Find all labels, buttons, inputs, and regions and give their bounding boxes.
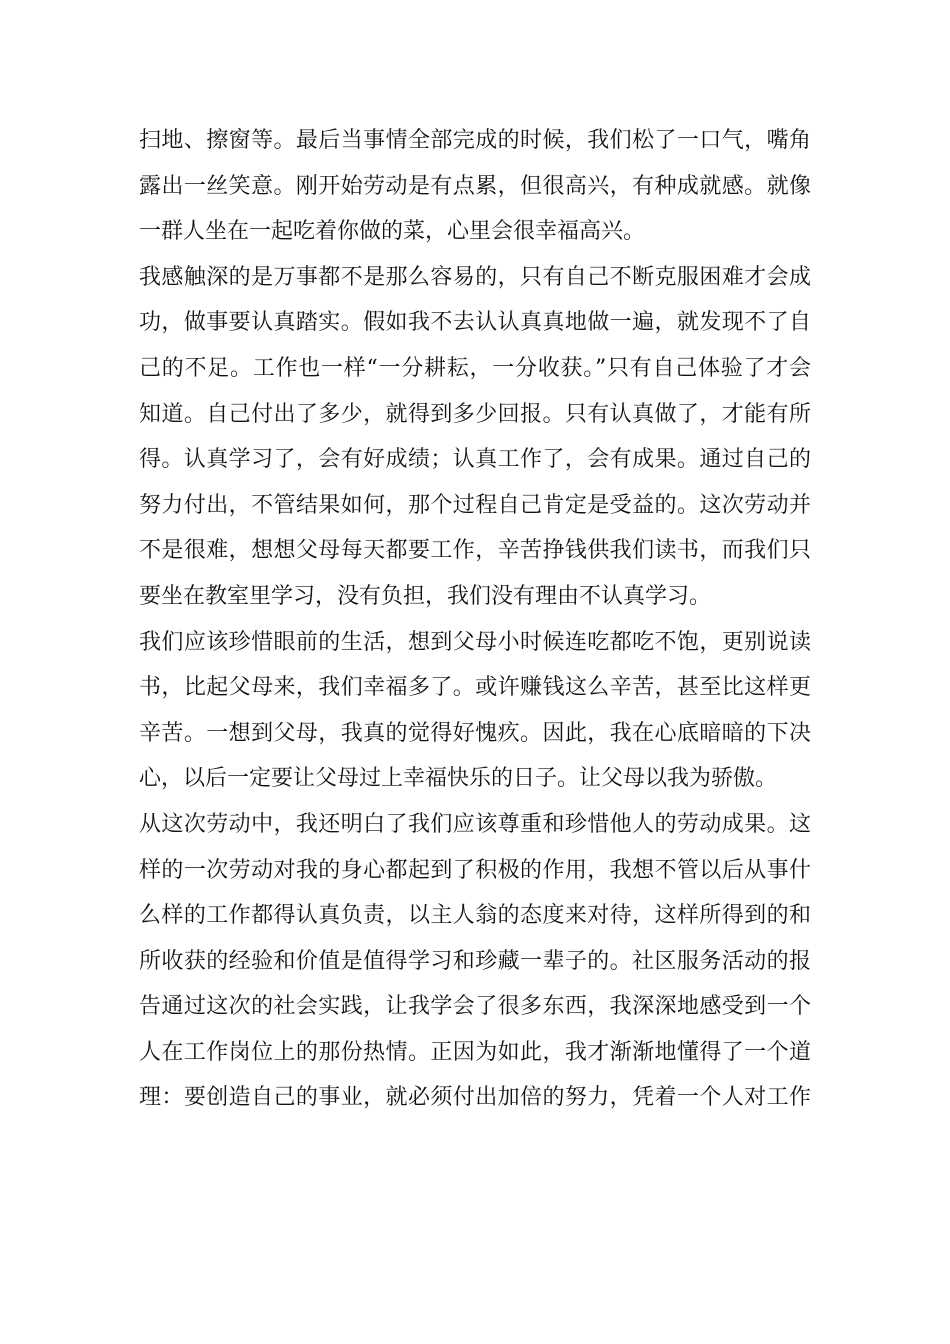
text-line: 辛苦。一想到父母，我真的觉得好愧疚。因此，我在心底暗暗的下决 [139, 720, 811, 746]
text-line: 告通过这次的社会实践，让我学会了很多东西，我深深地感受到一个 [139, 994, 811, 1020]
text-line: 露出一丝笑意。刚开始劳动是有点累，但很高兴，有种成就感。就像 [139, 173, 811, 199]
text-line: 我感触深的是万事都不是那么容易的，只有自己不断克服困难才会成 [139, 264, 811, 290]
text-line: 扫地、擦窗等。最后当事情全部完成的时候，我们松了一口气，嘴角 [139, 128, 811, 153]
text-line: 书，比起父母来，我们幸福多了。或许赚钱这么辛苦，甚至比这样更 [139, 675, 811, 701]
paragraph [139, 118, 811, 255]
text-line: 人在工作岗位上的那份热情。正因为如此，我才渐渐地懂得了一个道 [139, 1039, 811, 1065]
paragraph [139, 802, 811, 1121]
text-line: 努力付出，不管结果如何，那个过程自己肯定是受益的。这次劳动并 [139, 492, 811, 518]
text-line: 知道。自己付出了多少，就得到多少回报。只有认真做了，才能有所 [139, 401, 811, 427]
paragraph [139, 620, 811, 802]
text-line: 么样的工作都得认真负责，以主人翁的态度来对待，这样所得到的和 [139, 903, 811, 929]
text-line: 己的不足。工作也一样“一分耕耘，一分收获。”只有自己体验了才会 [139, 355, 811, 381]
text-line: 样的一次劳动对我的身心都起到了积极的作用，我想不管以后从事什 [139, 857, 811, 883]
text-line: 得。认真学习了，会有好成绩；认真工作了，会有成果。通过自己的 [139, 447, 811, 473]
paragraph [139, 255, 811, 620]
text-line: 要坐在教室里学习，没有负担，我们没有理由不认真学习。 [139, 583, 712, 609]
text-line: 不是很难，想想父母每天都要工作，辛苦挣钱供我们读书，而我们只 [139, 538, 811, 564]
text-line: 从这次劳动中，我还明白了我们应该尊重和珍惜他人的劳动成果。这 [139, 811, 811, 837]
text-line: 一群人坐在一起吃着你做的菜，心里会很幸福高兴。 [139, 219, 646, 245]
text-line: 心，以后一定要让父母过上幸福快乐的日子。让父母以我为骄傲。 [139, 766, 778, 792]
text-line: 功，做事要认真踏实。假如我不去认认真真地做一遍，就发现不了自 [139, 310, 811, 336]
document-page [139, 118, 811, 1121]
text-line: 理：要创造自己的事业，就必须付出加倍的努力，凭着一个人对工作 [139, 1085, 811, 1111]
text-line: 我们应该珍惜眼前的生活，想到父母小时候连吃都吃不饱，更别说读 [139, 629, 811, 655]
text-line: 所收获的经验和价值是值得学习和珍藏一辈子的。社区服务活动的报 [139, 948, 811, 974]
